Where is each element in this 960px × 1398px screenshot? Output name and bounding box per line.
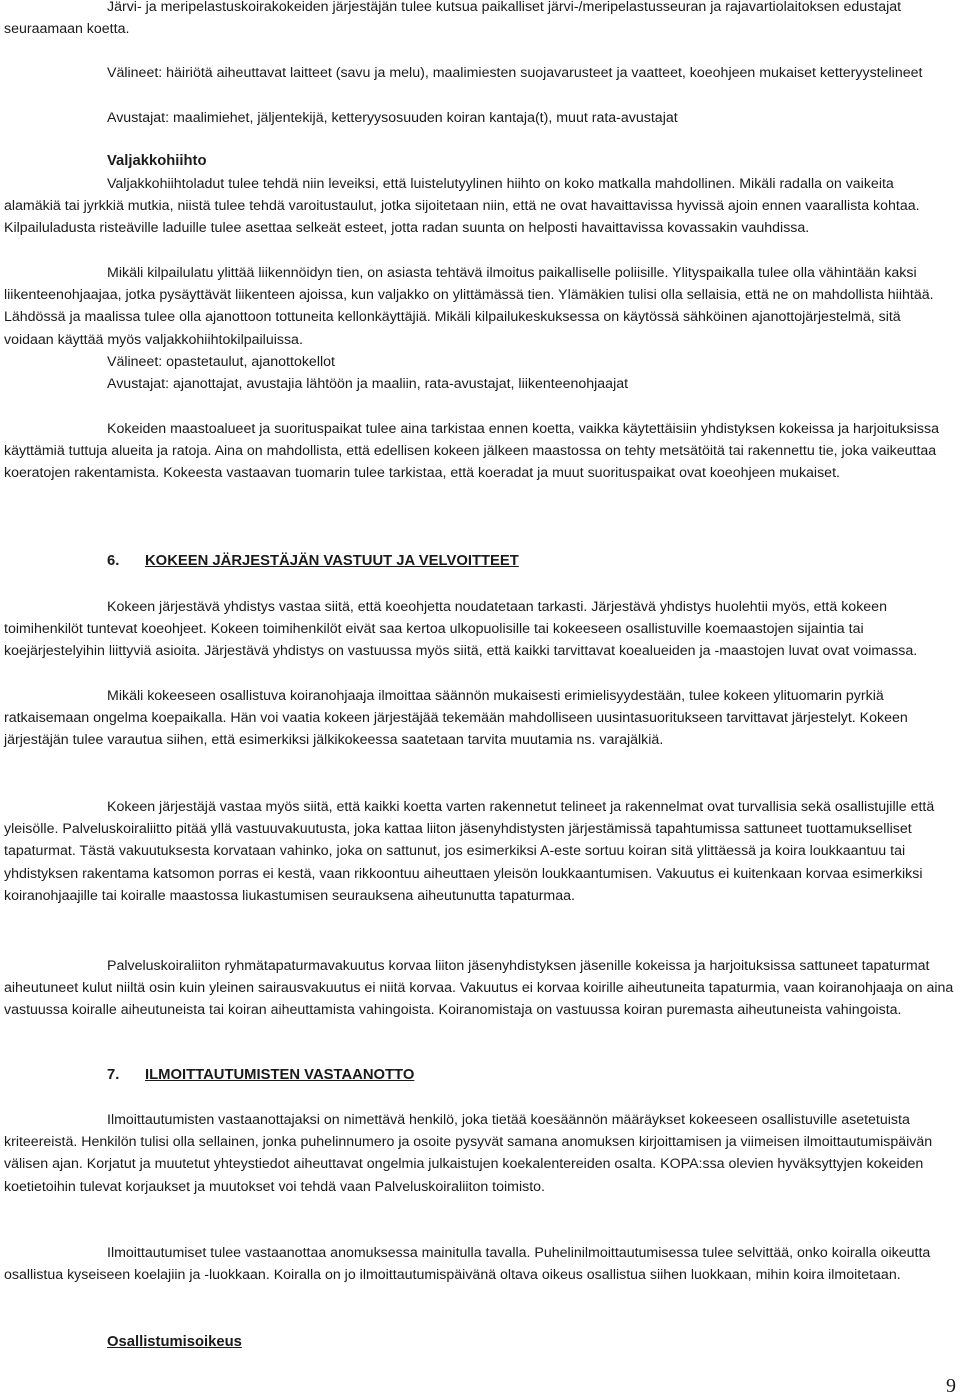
subheading-valjakkohiihto: Valjakkohiihto — [107, 153, 207, 169]
paragraph-vastaanotto-tapa: Ilmoittautumiset tulee vastaanottaa anomuksessa mainitulla tavalla. Puhelinilmoittautumisessa tulee selvittää, onko koiralla oikeutta osallistua kyseiseen koelajiin ja -luokkaan. Koiralla on jo ilmoittautumispäivänä oltava oikeus osallistua siihen luokkaan, mihin koira ilmoitetaan. — [4, 1245, 931, 1284]
paragraph-ryhmatapaturmavakuutus: Palveluskoiraliiton ryhmätapaturmavakuutus korvaa liiton jäsenyhdistyksen jäsenille kokeissa ja harjoituksissa sattuneet tapaturmat aiheutuneet kulut niiltä osin kuin yleinen sairausvakuutus ei niitä korvaa. Vakuutus ei korvaa koirille aiheutuneita tapaturmia, vaan koiranohjaaja on aina vastuussa koiralle aiheutuneista tai koiran aiheuttamista vahingoista. Koiranomistaja on vastuussa koiran puremasta aiheutuneista vahingoista. — [4, 958, 954, 1019]
section-heading-7 — [107, 1067, 414, 1083]
paragraph-valineet-jarvi: Välineet: häiriötä aiheuttavat laitteet (savu ja melu), maalimiesten suojavarusteet ja vaatteet, koeohjeen mukaiset ketteryystelineet — [107, 65, 923, 81]
subheading-osallistumisoikeus: Osallistumisoikeus — [107, 1334, 242, 1350]
section-title-6: KOKEEN JÄRJESTÄJÄN VASTUUT JA VELVOITTEET — [145, 553, 519, 569]
paragraph-vastuuvakuutus: Kokeen järjestäjä vastaa myös siitä, että kaikki koetta varten rakennetut telineet ja rakennelmat ovat turvallisia sekä osallistujille että yleisölle. Palveluskoiraliitto pitää yllä vastuuvakuutusta, joka kattaa liiton jäsenyhdistysten järjestämissä tapahtumissa sattuneet tuottamukselliset tapaturmat. Tästä vakuutuksesta korvataan vahinko, joka on sattunut, jos esimerkiksi A-este sortuu koiran sitä ylittäessä ja koira loukkaantuu tai yhdistyksen rakentama katsomon porras ei kestä, vaan rikkoontuu aiheuttaen yleisön loukkaantumisen. Vakuutus ei kuitenkaan korvaa esimerkiksi koiranohjaajille tai koiralle maastossa liukastumisen seurauksena aiheutunutta tapaturmaa. — [4, 799, 935, 904]
paragraph-valjakko-tie: Mikäli kilpailulatu ylittää liikennöidyn tien, on asiasta tehtävä ilmoitus paikalliselle poliisille. Ylityspaikalla tulee olla vähintään kaksi liikenteenohjaajaa, jotka pysäyttävät liikenteen ajoissa, kun valjakko on ylittämässä tien. Ylämäkien tulisi olla sellaisia, että ne on mahdollista hiihtää. Lähdössä ja maalissa tulee olla ajanottoon tottuneita kellonkäyttäjiä. Mikäli kilpailukeskuksessa on käytössä sähköinen ajanottojärjestelmä, sitä voidaan käyttää myös valjakkohiihtokilpailuissa. — [4, 265, 934, 348]
section-heading-6 — [107, 553, 519, 569]
page-number: 9 — [946, 1375, 956, 1397]
paragraph-valineet-valjakko: Välineet: opastetaulut, ajanottokellot — [107, 354, 335, 370]
paragraph-maastoalueet: Kokeiden maastoalueet ja suorituspaikat tulee aina tarkistaa ennen koetta, vaikka käytettäisiin yhdistyksen kokeissa ja harjoituksissa käyttämiä tuttuja alueita ja ratoja. Aina on mahdollista, että edellisen kokeen jälkeen maastossa on tehty metsätöitä tai rakennettu tie, joka vaikeuttaa koeratojen rakentamista. Kokeesta vastaavan tuomarin tulee tarkistaa, että koeradat ja muut suorituspaikat ovat koeohjeen mukaiset. — [4, 421, 940, 482]
paragraph-avustajat-jarvi: Avustajat: maalimiehet, jäljentekijä, ketteryysosuuden koiran kantaja(t), muut rata-avustajat — [107, 110, 678, 126]
section-title-7: ILMOITTAUTUMISTEN VASTAANOTTO — [145, 1067, 415, 1083]
paragraph-vastaanottaja: Ilmoittautumisten vastaanottajaksi on nimettävä henkilö, joka tietää koesäännön määräykset kokeeseen osallistuville asetetuista kriteereistä. Henkilön tulisi olla sellainen, jonka puhelinnumero ja osoite pysyvät samana anomuksen kirjoittamisen ja viimeisen ilmoittautumispäivän välisen ajan. Korjatut ja muutetut yhteystiedot aiheuttavat ongelmia julkaistujen koekalentereiden osalta. KOPA:ssa olevien hyväksyttyjen kokeiden koetietoihin tulevat korjaukset ja muutokset voi tehdä vaan Palveluskoiraliiton toimisto. — [4, 1112, 933, 1195]
paragraph-erimielisyys: Mikäli kokeeseen osallistuva koiranohjaaja ilmoittaa säännön mukaisesti erimielisyydestään, tulee kokeen ylituomarin pyrkiä ratkaisemaan ongelma koepaikalla. Hän voi vaatia kokeen järjestäjää tekemään mahdolliseen uusintasuoritukseen tarvittavat järjestelyt. Kokeen järjestäjän tulee varautua siihen, että esimerkiksi jälkikokeessa saatetaan tarvita muutamia ns. varajälkiä. — [4, 688, 908, 749]
section-number-6: 6. — [107, 553, 120, 569]
paragraph-jarjestava-yhdistys: Kokeen järjestävä yhdistys vastaa siitä, että koeohjetta noudatetaan tarkasti. Järjestävä yhdistys huolehtii myös, että kokeen toimihenkilöt tuntevat koeohjeet. Kokeen toimihenkilöt eivät saa kertoa ulkopuolisille tai kokeeseen osallistuville koemaastojen sijaintia tai koejärjestelyihin liittyviä asioita. Järjestävä yhdistys on vastuussa myös siitä, että kaikki tarvittavat koealueiden ja -maastojen luvat ovat voimassa. — [4, 599, 918, 660]
paragraph-valjakko-ladut: Valjakkohiihtoladut tulee tehdä niin leveiksi, että luistelutyylinen hiihto on koko matkalla mahdollinen. Mikäli radalla on vaikeita alamäkiä tai jyrkkiä mutkia, niistä tulee tehdä varoitustaulut, jotka sijoitetaan niin, että ne ovat havaittavissa hyvissä ajoin ennen vaarallista kohtaa. Kilpailuladusta risteäville laduille tulee asettaa selkeät esteet, jotta radan suunta on helposti havaittavissa kovassakin vauhdissa. — [4, 176, 920, 237]
paragraph-jarvipelastus-invitation: Järvi- ja meripelastuskoirakokeiden järjestäjän tulee kutsua paikalliset järvi-/meripelastusseuran ja rajavartiolaitoksen edustajat seuraamaan koetta. — [4, 0, 902, 38]
section-number-7: 7. — [107, 1067, 120, 1083]
paragraph-avustajat-valjakko: Avustajat: ajanottajat, avustajia lähtöön ja maaliin, rata-avustajat, liikenteenohjaajat — [107, 376, 629, 392]
